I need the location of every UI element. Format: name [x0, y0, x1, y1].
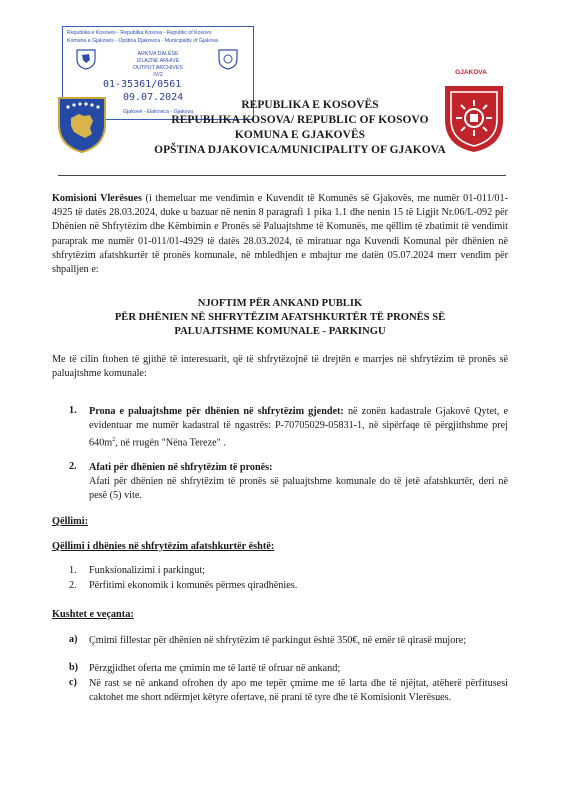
- header-line-4: OPŠTINA DJAKOVICA/MUNICIPALITY OF GJAKOVA: [154, 144, 446, 156]
- item-1-number: 1.: [69, 405, 77, 416]
- condition-b-letter: b): [69, 662, 79, 673]
- goal-subheading: Qëllimi i dhënies në shfrytëzim afatshkurtër është:: [52, 541, 275, 552]
- condition-c-text: Në rast se në ankand ofrohen dy apo me tepër çmime me të larta dhe të njëjtat, atëherë përfitusesi caktohet me short ndërmjet këtyre ofertave, në prani të tyre dhe të Komisionit Vlerësues.: [89, 678, 508, 704]
- header-line-1: REPUBLIKA E KOSOVËS: [241, 99, 379, 111]
- header-line-3: KOMUNA E GJAKOVËS: [234, 129, 366, 141]
- notice-title-1: NJOFTIM PËR ANKAND PUBLIK: [197, 298, 363, 309]
- stamp-date: 09.07.2024: [123, 92, 184, 103]
- item-2-text: Afati për dhënien në shfrytëzim të pronës së paluajtshme komunale do të jetë afatshkurtër, deri në pesë (5) vite.: [89, 476, 508, 502]
- notice-title-3: PALUAJTSHME KOMUNALE - PARKINGU: [174, 326, 386, 337]
- stamp-line-1: Republika e Kosovës - Republika Kosova - Republic of Kosovo: [67, 30, 212, 36]
- stamp-archive-4: IV/2: [153, 72, 163, 78]
- item-1-paragraph: [89, 405, 508, 451]
- item-1-text: në zonën kadastrale Gjakovë Qytet, e evidentuar me numër kadastral të ngastrës: P-70705029-05831-1, në sipërfaqe të përgjithshme prej 640m: [89, 406, 508, 449]
- stamp-footer: Gjakovë - Đakovica - Gjakova: [122, 109, 194, 115]
- condition-c-letter: c): [69, 677, 77, 688]
- goal-item-1-number: 1.: [69, 565, 77, 576]
- goal-item-2-text: Përfitimi ekonomik i komunës përmes qiradhënies.: [89, 580, 298, 591]
- condition-a-text: Çmimi fillestar për dhënien në shfrytëzim të parkingut është 350€, në emër të qirasë mujore;: [89, 635, 467, 646]
- stamp-archive-3: OUTPUT ARCHIVES: [133, 65, 183, 71]
- goal-heading: Qëllimi:: [52, 516, 89, 527]
- stamp-archive-1: ARKIVA DALËSE: [137, 51, 179, 57]
- item-2-number: 2.: [69, 461, 77, 472]
- item-1-text-end: , në rrugën "Nëna Tereze" .: [115, 437, 226, 449]
- stamp-protocol-number: 01-35361/0561: [103, 79, 182, 90]
- gjakova-logo-label: GJAKOVA: [455, 69, 487, 76]
- condition-b-text: Përzgjidhet oferta me çmimin me të lartë të ofruar në ankand;: [89, 663, 341, 674]
- goal-item-1-text: Funksionalizimi i parkingut;: [89, 565, 206, 576]
- condition-a-letter: a): [69, 634, 78, 645]
- header-divider: [58, 175, 506, 176]
- intro-paragraph: [52, 192, 508, 277]
- stamp-kosovo-emblem-icon: [75, 48, 97, 70]
- stamp-archive-2: IZLAZNE ARHIVE: [136, 58, 180, 64]
- header-line-2: REPUBLIKA KOSOVA/ REPUBLIC OF KOSOVO: [171, 114, 429, 126]
- notice-title-2: PËR DHËNIEN NË SHFRYTËZIM AFATSHKURTËR TË PRONËS SË: [114, 312, 446, 323]
- item-1-sup: 2: [112, 437, 116, 444]
- stamp-gjakova-emblem-icon: [217, 48, 239, 70]
- intro-text: (i themeluar me vendimin e Kuvendit të Komunës së Gjakovës, me numër 01-011/01-4925 të datës 28.03.2024, duke u bazuar në nenin 8 paragrafi 1 pika 1.1 dhe nenin 15 të Ligjit Nr.06/L-092 për Dhënien në Shfrytëzim dhe Këmbimin e Pronës së Paluajtshme të Komunës, me qëllim të zbatimit të vendimit paraprak me numër 01-011/01-4929 të datës 28.03.2024, të miratuar nga Kuvendi Komunal për dhënien në shfrytëzim afatshkurtër të pronës komunale, në mbledhjen e mbajtur me datën 05.07.2024 merr vendim për shpalljen e:: [52, 193, 509, 276]
- item-2-paragraph: [89, 461, 508, 504]
- item-1-label: Prona e paluajtshme për dhënien në shfrytëzim gjendet:: [89, 406, 344, 417]
- goal-item-2-number: 2.: [69, 580, 77, 591]
- conditions-heading: Kushtet e veçanta:: [52, 609, 134, 620]
- invite-paragraph: Me të cilin ftohen të gjithë të interesuarit, që të shfrytëzojnë të drejtën e marrjes në shfrytëzim të pronës së paluajtshme komunale:: [52, 354, 508, 380]
- stamp-line-2: Komuna e Gjakovës - Opština Djakovica - Municipality of Gjakova: [67, 38, 219, 44]
- item-2-label: Afati për dhënien në shfrytëzim të pronës:: [89, 462, 273, 473]
- intro-lead: Komisioni Vlerësues: [52, 193, 142, 204]
